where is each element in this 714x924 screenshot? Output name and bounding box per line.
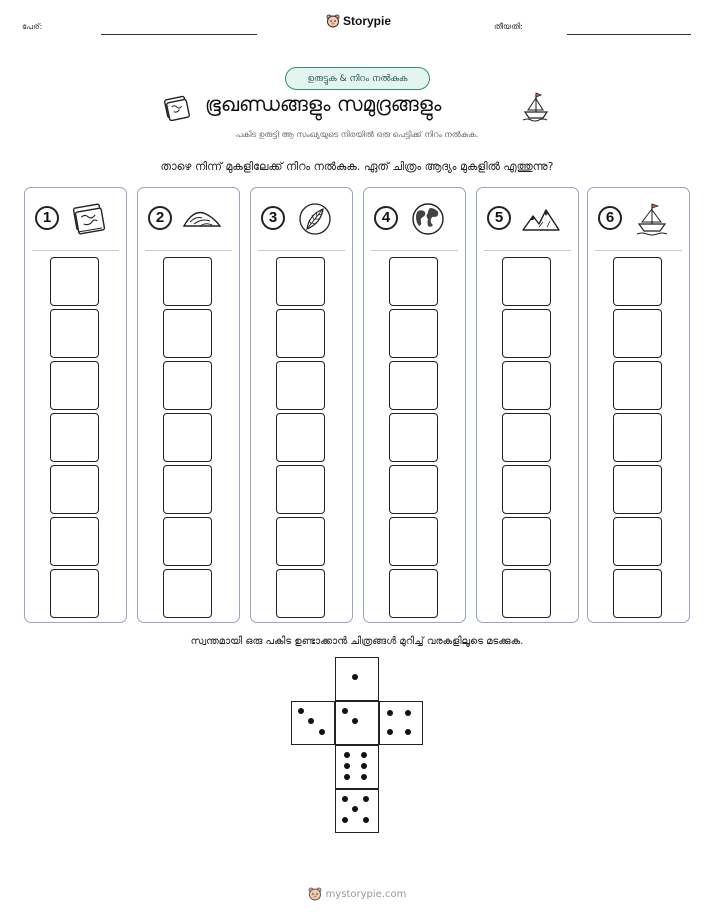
color-box[interactable] (163, 569, 212, 618)
title-row (0, 92, 714, 122)
name-label: പേര്: (22, 22, 43, 31)
column-1 (24, 187, 127, 623)
dice-pip (363, 817, 369, 823)
date-field[interactable] (567, 34, 691, 35)
color-box[interactable] (50, 257, 99, 306)
brand-name: Storypie (343, 14, 392, 28)
color-box[interactable] (163, 257, 212, 306)
storypie-logo-icon (308, 887, 322, 901)
color-box[interactable] (50, 465, 99, 514)
color-box[interactable] (389, 465, 438, 514)
color-box[interactable] (163, 517, 212, 566)
column-number: 6 (598, 206, 622, 230)
dice-pip (308, 718, 314, 724)
column-header (35, 202, 120, 238)
dice-pip (319, 729, 325, 735)
footer (0, 887, 714, 901)
color-box[interactable] (502, 361, 551, 410)
color-box[interactable] (276, 309, 325, 358)
dice-pip (352, 674, 358, 680)
dice-face-2 (335, 701, 379, 745)
instruction: താഴെ നിന്ന് മുകളിലേക്ക് നിറം നൽകുക. ഏത് ചിത്രം ആദ്യം മുകളിൽ എത്തുന്നു? (160, 160, 554, 173)
color-box[interactable] (163, 361, 212, 410)
dice-face-6 (335, 745, 379, 789)
name-field[interactable] (101, 34, 257, 35)
column-divider (371, 250, 458, 251)
dice-pip (405, 710, 411, 716)
activity-badge: ഉരുട്ടുക & നിറം നൽകുക (285, 67, 430, 90)
color-box[interactable] (389, 569, 438, 618)
color-box[interactable] (613, 465, 662, 514)
dice-pip (361, 763, 367, 769)
storypie-logo-icon (326, 14, 340, 28)
column-3 (250, 187, 353, 623)
subtitle: പകിട ഉരുട്ടി ആ സംഖ്യയുടെ നിരയിൽ ഒരു പെട്ടിക്ക് നിറം നൽകുക. (235, 130, 479, 139)
dice-face-5 (335, 789, 379, 833)
color-box[interactable] (613, 517, 662, 566)
color-box[interactable] (163, 413, 212, 462)
dice-pip (298, 708, 304, 714)
color-box[interactable] (389, 517, 438, 566)
color-box[interactable] (502, 413, 551, 462)
color-box[interactable] (389, 413, 438, 462)
sailboat-icon (521, 90, 551, 122)
dice-pip (361, 752, 367, 758)
header (0, 12, 714, 40)
column-divider (484, 250, 571, 251)
column-header (487, 202, 572, 238)
column-divider (32, 250, 119, 251)
column-header (374, 202, 459, 238)
dice-instruction: സ്വന്തമായി ഒരു പകിട ഉണ്ടാക്കാൻ ചിത്രങ്ങൾ മുറിച്ച് വരകളിലൂടെ മടക്കുക. (190, 636, 524, 647)
dice-pip (344, 752, 350, 758)
color-box[interactable] (502, 257, 551, 306)
dice-face-1 (335, 657, 379, 701)
dice-pip (342, 817, 348, 823)
color-box[interactable] (276, 569, 325, 618)
column-6 (587, 187, 690, 623)
map-book-icon (69, 202, 109, 236)
color-box[interactable] (276, 517, 325, 566)
date-label: തീയതി: (494, 22, 523, 31)
color-box[interactable] (276, 413, 325, 462)
column-divider (595, 250, 682, 251)
column-divider (258, 250, 345, 251)
brand (326, 14, 391, 28)
dice-pip (405, 729, 411, 735)
map-book-icon (162, 93, 192, 121)
column-number: 3 (261, 206, 285, 230)
dice-face-3 (291, 701, 335, 745)
column-number: 2 (148, 206, 172, 230)
color-box[interactable] (163, 465, 212, 514)
column-number: 4 (374, 206, 398, 230)
mountains-icon (521, 202, 561, 236)
roll-columns (24, 187, 690, 623)
color-box[interactable] (502, 517, 551, 566)
color-box[interactable] (276, 465, 325, 514)
color-box[interactable] (50, 361, 99, 410)
column-5 (476, 187, 579, 623)
globe-icon (408, 202, 448, 236)
color-box[interactable] (502, 569, 551, 618)
column-number: 1 (35, 206, 59, 230)
color-box[interactable] (50, 517, 99, 566)
color-box[interactable] (276, 361, 325, 410)
color-box[interactable] (613, 257, 662, 306)
color-box[interactable] (389, 309, 438, 358)
column-header (261, 202, 346, 238)
color-box[interactable] (50, 413, 99, 462)
color-box[interactable] (50, 309, 99, 358)
dice-pip (342, 796, 348, 802)
color-box[interactable] (613, 413, 662, 462)
column-4 (363, 187, 466, 623)
dice-pip (387, 710, 393, 716)
column-divider (145, 250, 232, 251)
dice-pip (361, 774, 367, 780)
sailboat-icon (632, 202, 672, 236)
dice-pip (387, 729, 393, 735)
color-box[interactable] (502, 309, 551, 358)
dice-pip (344, 774, 350, 780)
color-box[interactable] (389, 361, 438, 410)
color-box[interactable] (163, 309, 212, 358)
color-box[interactable] (389, 257, 438, 306)
color-box[interactable] (50, 569, 99, 618)
color-box[interactable] (613, 309, 662, 358)
leaf-icon (295, 202, 335, 236)
page-title: ഭൂഖണ്ഡങ്ങളും സമുദ്രങ്ങളും (205, 92, 442, 116)
color-box[interactable] (613, 361, 662, 410)
dice-pip (344, 763, 350, 769)
footer-site[interactable]: mystorypie.com (325, 888, 407, 900)
dice-pip (363, 796, 369, 802)
dice-pip (352, 718, 358, 724)
column-header (148, 202, 233, 238)
column-2 (137, 187, 240, 623)
color-box[interactable] (502, 465, 551, 514)
column-number: 5 (487, 206, 511, 230)
dice-pip (342, 708, 348, 714)
sand-dune-icon (182, 202, 222, 236)
color-box[interactable] (276, 257, 325, 306)
column-header (598, 202, 683, 238)
color-box[interactable] (613, 569, 662, 618)
dice-pip (352, 806, 358, 812)
dice-face-4 (379, 701, 423, 745)
